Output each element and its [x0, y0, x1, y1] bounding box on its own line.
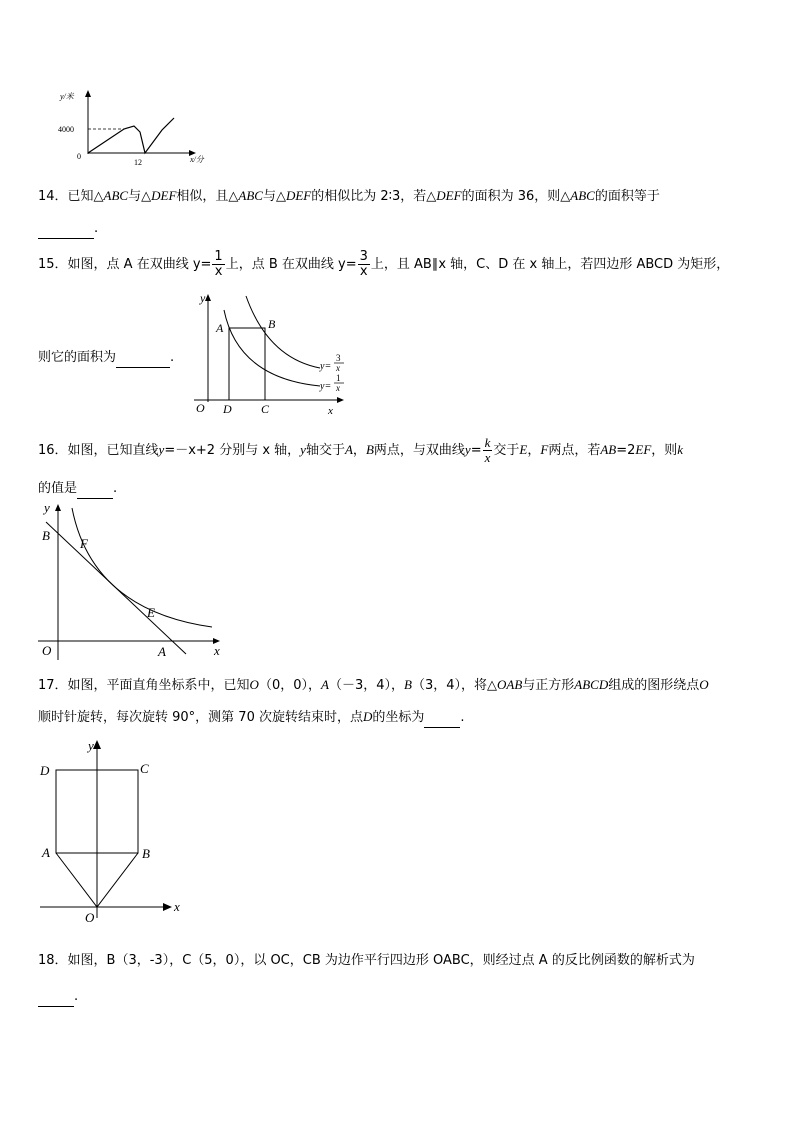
q15-label-o: O	[196, 401, 205, 415]
q15-curve3-label: y=	[320, 361, 332, 372]
q16-line1: 16．如图，已知直线y=－x+2 分别与 x 轴，y轴交于A，B两点，与双曲线y= $\frac{k}{x}$ 交于E，F两点，若AB=2EF，则k	[38, 435, 684, 465]
q16-label-a: A	[158, 644, 166, 659]
q15-curve3-den: x	[336, 363, 340, 373]
q15-answer-blank[interactable]	[116, 349, 170, 368]
q15-label-y: y	[200, 291, 206, 305]
q15-label-x: x	[328, 405, 333, 417]
q16-hyperbola	[72, 508, 212, 627]
q15-label-d: D	[223, 402, 232, 416]
q17-x-arrow-icon	[163, 903, 172, 911]
q17-label-x: x	[174, 899, 180, 914]
q17-line2: 顺时针旋转，每次旋转 90°，测第 70 次旋转结束时，点D的坐标为 .	[38, 708, 465, 728]
q14-line2: .	[38, 220, 98, 239]
q14-line1: 14．已知△ABC与△DEF相似，且△ABC与△DEF的相似比为 2∶3，若△DEF的面积为 36，则△ABC的面积等于	[38, 188, 660, 204]
q15-line2: 则它的面积为 .	[38, 349, 174, 368]
q16-label-o: O	[42, 643, 52, 658]
q15-label-b: B	[268, 317, 276, 331]
q16-answer-blank[interactable]	[77, 480, 113, 499]
q18-line1: 18．如图，B（3，-3），C（5，0），以 OC，CB 为边作平行四边形 OABC，则经过点 A 的反比例函数的解析式为	[38, 953, 695, 968]
q15-fraction-3-over-x: $\frac{3}{x}$	[359, 249, 368, 279]
q17-figure	[36, 736, 196, 926]
q15-x-arrow-icon	[337, 397, 344, 403]
q16-label-y: y	[44, 500, 50, 515]
q15-figure	[190, 288, 360, 418]
q15-label-c: C	[261, 402, 270, 416]
q16-label-x: x	[214, 643, 220, 658]
q15-curve1-num: 1	[336, 373, 341, 383]
q13-x-label: x/分	[190, 155, 204, 164]
q17-label-o: O	[85, 910, 95, 925]
q15-y-arrow-icon	[205, 294, 211, 301]
q15-line1: 15．如图，点 A 在双曲线 y= $\frac{1}{x}$ 上，点 B 在双曲线 y= $\frac{3}{x}$ 上，且 AB∥x 轴，C、D 在 x 轴上，若四边形 ABCD 为矩形，	[38, 249, 730, 279]
q15-label-a: A	[216, 321, 224, 335]
q18-answer-blank[interactable]	[38, 988, 74, 1007]
q17-label-b: B	[142, 846, 150, 861]
q13-y-arrow-icon	[85, 90, 91, 97]
q17-label-c: C	[140, 761, 149, 776]
q13-graph-line	[88, 118, 174, 153]
q14-answer-blank[interactable]	[38, 220, 94, 239]
q13-value-4000: 4000	[58, 125, 74, 134]
q16-label-e: E	[147, 605, 155, 620]
q17-label-a: A	[42, 845, 50, 860]
q13-graph	[50, 88, 215, 170]
q16-label-f: F	[80, 536, 88, 551]
q15-curve1-label: y=	[320, 381, 332, 392]
q15-curve3-num: 3	[336, 353, 341, 363]
q13-y-label: y/米	[60, 92, 74, 101]
q16-fraction-k-over-x: $\frac{k}{x}$	[484, 435, 491, 465]
q16-y-arrow-icon	[55, 504, 61, 511]
q17-label-d: D	[40, 763, 50, 778]
q13-origin: 0	[77, 152, 81, 161]
q16-label-b: B	[42, 528, 50, 543]
q15-curve1-den: x	[336, 383, 340, 393]
q18-line2: .	[38, 988, 78, 1007]
q17-y-arrow-icon	[93, 740, 101, 749]
q17-label-y: y	[88, 738, 94, 753]
q16-figure	[36, 500, 236, 662]
q17-line1: 17．如图，平面直角坐标系中，已知O（0，0），A（－3，4），B（3，4），将△OAB与正方形ABCD组成的图形绕点O	[38, 677, 709, 693]
q13-x-tick-12: 12	[134, 158, 142, 167]
q16-line2: 的值是 .	[38, 480, 117, 499]
q15-curve-3-over-x	[246, 296, 320, 368]
q17-answer-blank[interactable]	[424, 709, 460, 728]
q15-fraction-1-over-x: $\frac{1}{x}$	[214, 249, 223, 279]
